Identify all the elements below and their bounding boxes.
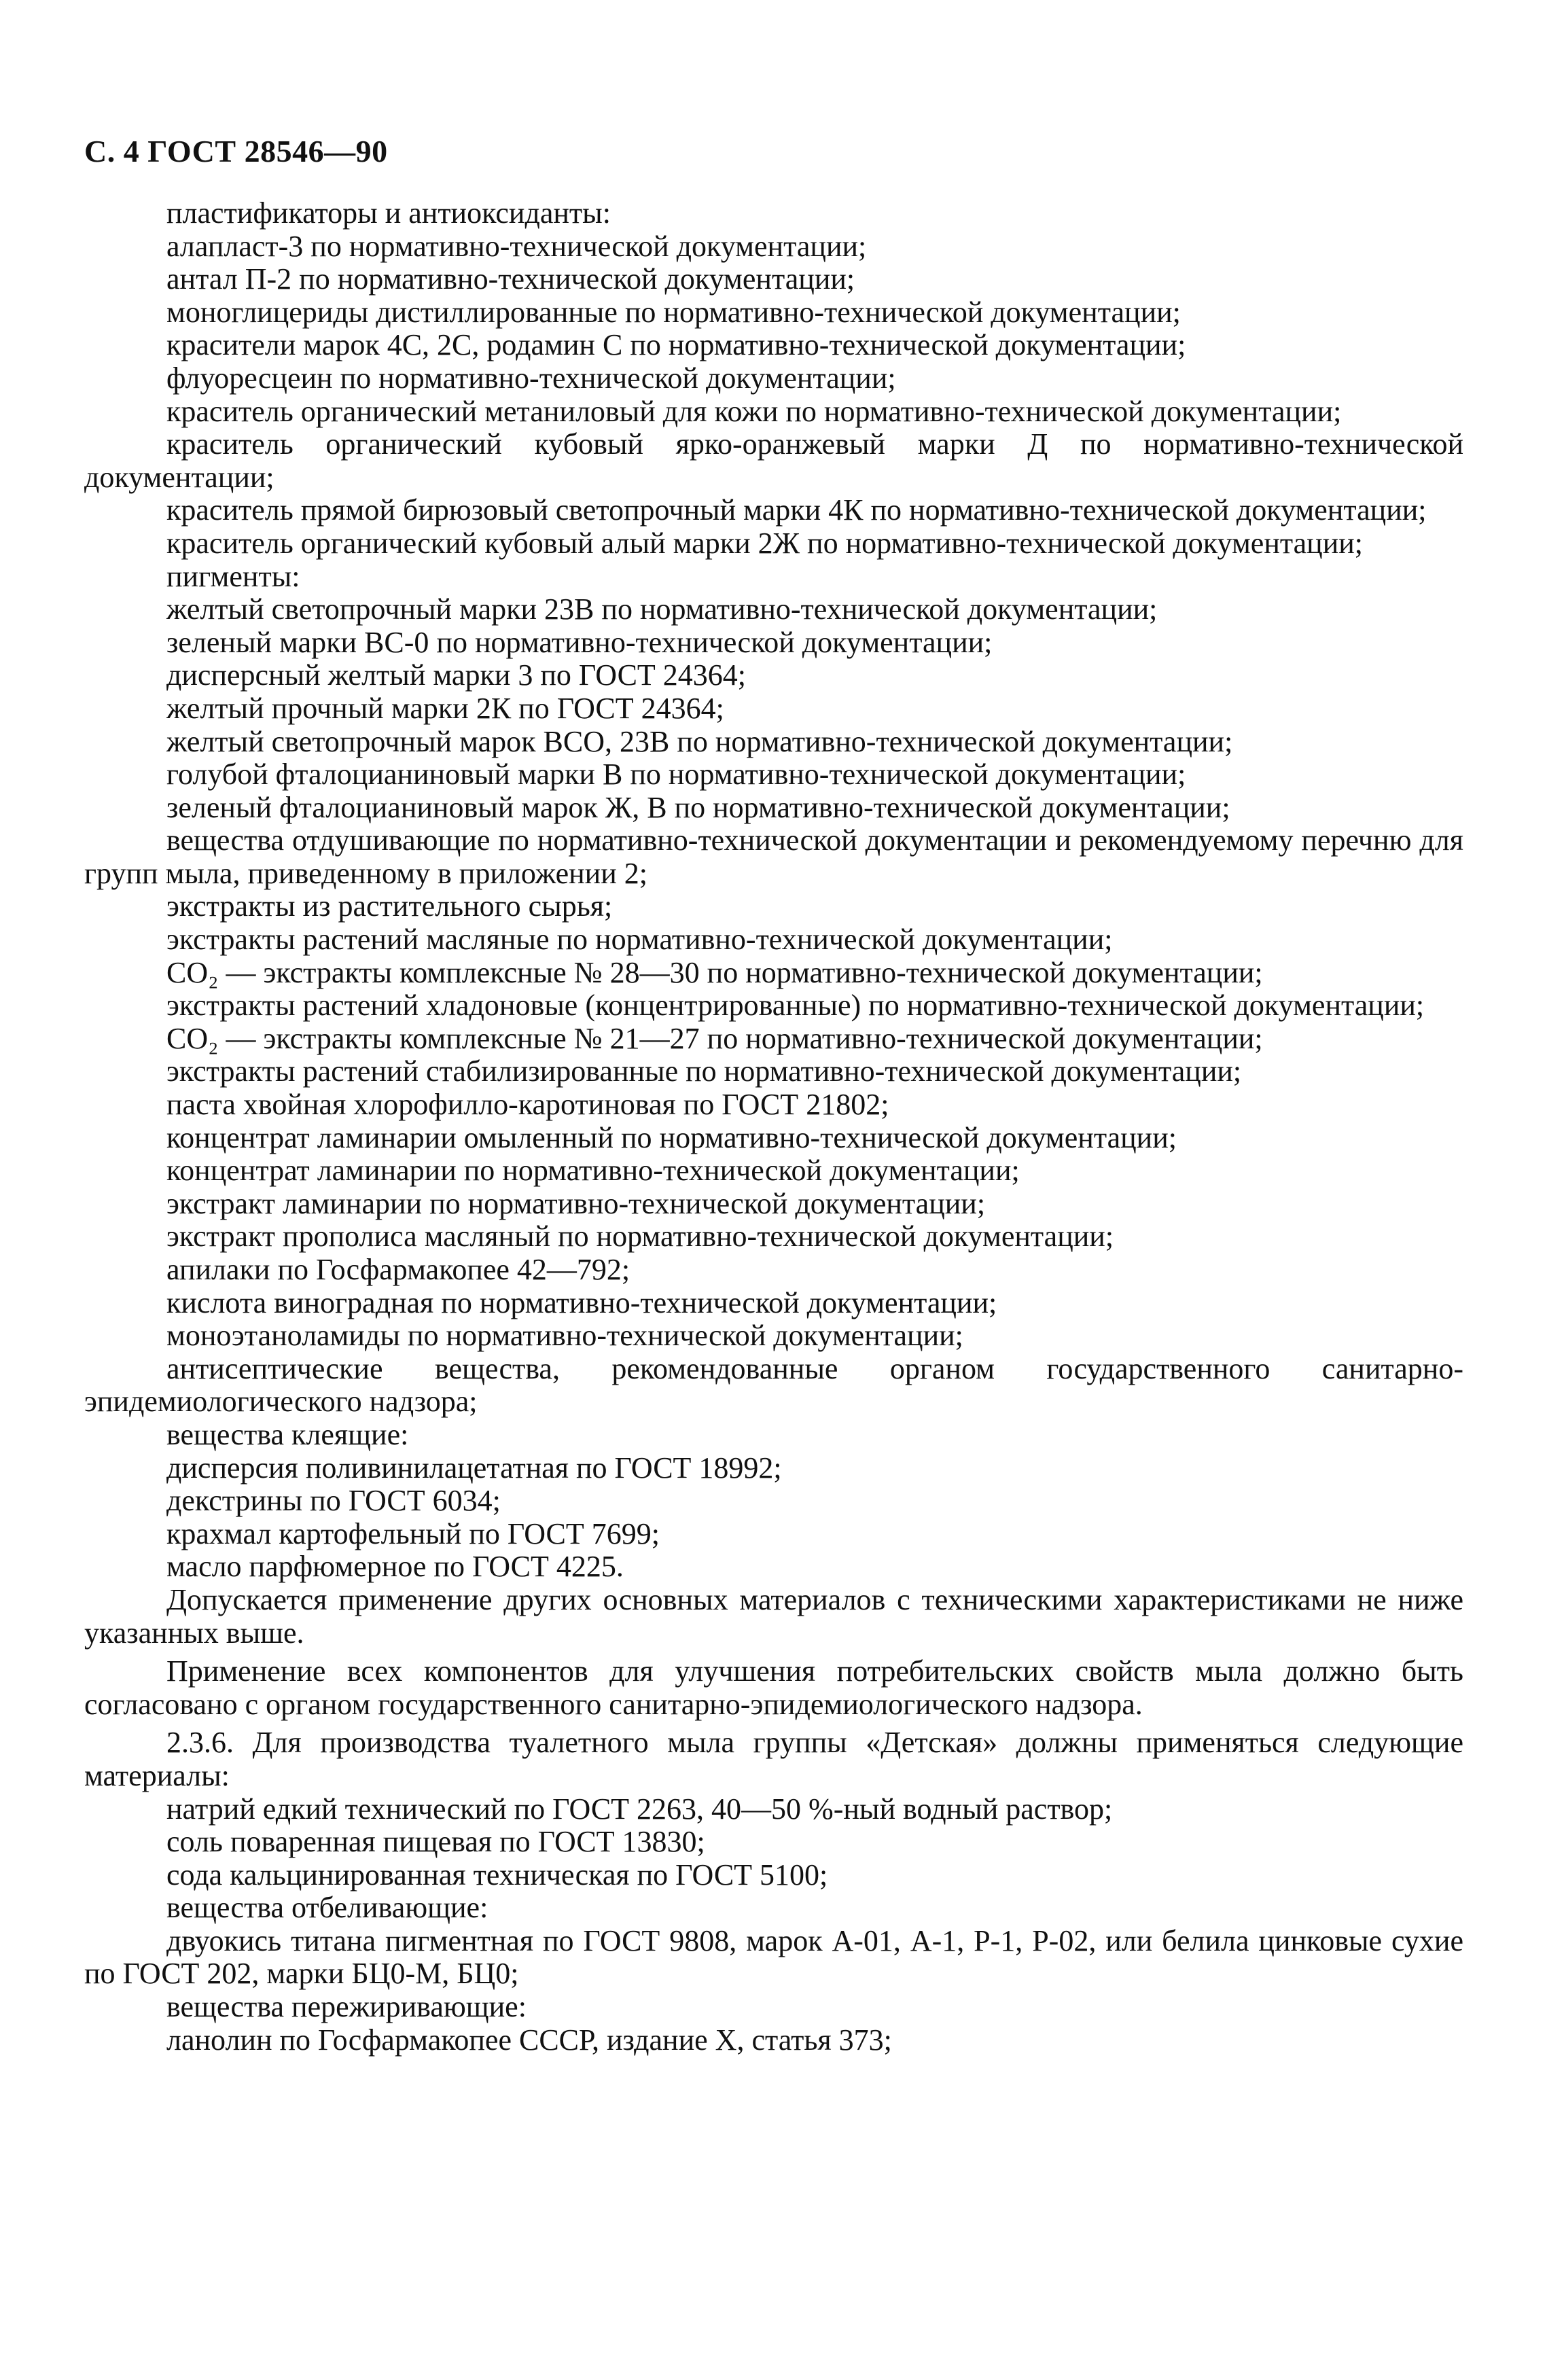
text-line: дисперсный желтый марки 3 по ГОСТ 24364; <box>166 658 747 692</box>
text-line: вещества пережиривающие: <box>166 1990 527 2024</box>
text-line: концентрат ламинарии омыленный по нормативно-технической документации; <box>166 1120 1177 1154</box>
text-line: экстракты растений хладоновые (концентрированные) по нормативно-технической документации; <box>166 989 1425 1023</box>
text-line: желтый прочный марки 2К по ГОСТ 24364; <box>166 691 724 725</box>
section-paragraph: 2.3.6. Для производства туалетного мыла группы «Детская» должны применяться следующие материалы: <box>84 1726 1463 1792</box>
text-line: сода кальцинированная техническая по ГОСТ 5100; <box>166 1858 828 1891</box>
text-line: паста хвойная хлорофилло-каротиновая по ГОСТ 21802; <box>166 1088 889 1122</box>
text-line: соль поваренная пищевая по ГОСТ 13830; <box>166 1825 705 1859</box>
text-line: вещества отдушивающие по нормативно-технической документации и рекомендуемому перечню для групп мыла, приведенному в приложении 2; <box>84 823 1463 890</box>
text-line: экстракты из растительного сырья; <box>166 889 613 923</box>
text-line: концентрат ламинарии по нормативно-технической документации; <box>166 1154 1020 1188</box>
text-line: СО₂ — экстракты комплексные № 21—27 по нормативно-технической документации; <box>166 1021 1263 1055</box>
text-line: экстракты растений масляные по нормативно-технической документации; <box>166 923 1113 957</box>
text-line: декстрины по ГОСТ 6034; <box>166 1484 501 1518</box>
text-line: краситель органический кубовый ярко-оранжевый марки Д по нормативно-технической документации; <box>84 427 1463 494</box>
text-line: антисептические вещества, рекомендованные органом государственного санитарно-эпидемиологического надзора; <box>84 1351 1463 1419</box>
text-line: экстракт прополиса масляный по нормативно-технической документации; <box>166 1220 1114 1254</box>
page-header: С. 4 ГОСТ 28546—90 <box>84 134 388 168</box>
text-line: масло парфюмерное по ГОСТ 4225. <box>166 1550 624 1584</box>
text-line: пластификаторы и антиоксиданты: <box>166 196 611 230</box>
text-line: СО₂ — экстракты комплексные № 28—30 по нормативно-технической документации; <box>166 955 1263 989</box>
text-line: натрий едкий технический по ГОСТ 2263, 40—50 %-ный водный раствор; <box>166 1792 1113 1826</box>
text-line: двуокись титана пигментная по ГОСТ 9808, марок А-01, А-1, Р-1, Р-02, или белила цинковые сухие по ГОСТ 202, марки БЦ0-М, БЦ0; <box>84 1923 1463 1991</box>
text-line: моноглицериды дистиллированные по нормативно-технической документации; <box>166 295 1181 329</box>
text-line: желтый светопрочный марки 23В по нормативно-технической документации; <box>166 592 1158 626</box>
text-line: желтый светопрочный марок ВСО, 23В по нормативно-технической документации; <box>166 724 1233 758</box>
text-line: краситель органический кубовый алый марки 2Ж по нормативно-технической документации; <box>166 526 1364 560</box>
text-line: Применение всех компонентов для улучшения потребительских свойств мыла должно быть согласовано с органом государственного санитарно-эпидемиологического надзора. <box>84 1654 1463 1721</box>
text-line: антал П-2 по нормативно-технической документации; <box>166 262 855 296</box>
text-line: пигменты: <box>166 559 300 593</box>
text-line: экстракты растений стабилизированные по нормативно-технической документации; <box>166 1054 1242 1088</box>
text-line: голубой фталоцианиновый марки В по нормативно-технической документации; <box>166 758 1186 792</box>
text-line: вещества клеящие: <box>166 1417 409 1451</box>
text-line: краситель прямой бирюзовый светопрочный марки 4К по нормативно-технической документации; <box>166 493 1427 527</box>
text-line: краситель органический метаниловый для кожи по нормативно-технической документации; <box>166 394 1342 428</box>
text-line: вещества отбеливающие: <box>166 1891 488 1925</box>
text-line: крахмал картофельный по ГОСТ 7699; <box>166 1516 660 1550</box>
text-line: кислота виноградная по нормативно-технической документации; <box>166 1285 997 1319</box>
text-line: зеленый фталоцианиновый марок Ж, В по нормативно-технической документации; <box>166 790 1230 824</box>
document-body <box>84 197 1463 2057</box>
text-line: апилаки по Госфармакопее 42—792; <box>166 1253 630 1286</box>
text-line: ланолин по Госфармакопее СССР, издание X, статья 373; <box>166 2023 892 2057</box>
text-line: красители марок 4С, 2С, родамин С по нормативно-технической документации; <box>166 328 1186 362</box>
text-line: экстракт ламинарии по нормативно-технической документации; <box>166 1186 986 1220</box>
text-line: алапласт-3 по нормативно-технической документации; <box>166 229 867 263</box>
text-line: моноэтаноламиды по нормативно-технической документации; <box>166 1319 963 1353</box>
text-line: дисперсия поливинилацетатная по ГОСТ 18992; <box>166 1451 782 1485</box>
text-line: флуоресцеин по нормативно-технической документации; <box>166 361 896 395</box>
text-line: Допускается применение других основных материалов с техническими характеристиками не ниже указанных выше. <box>84 1582 1463 1650</box>
text-line: зеленый марки ВС-0 по нормативно-технической документации; <box>166 625 993 659</box>
